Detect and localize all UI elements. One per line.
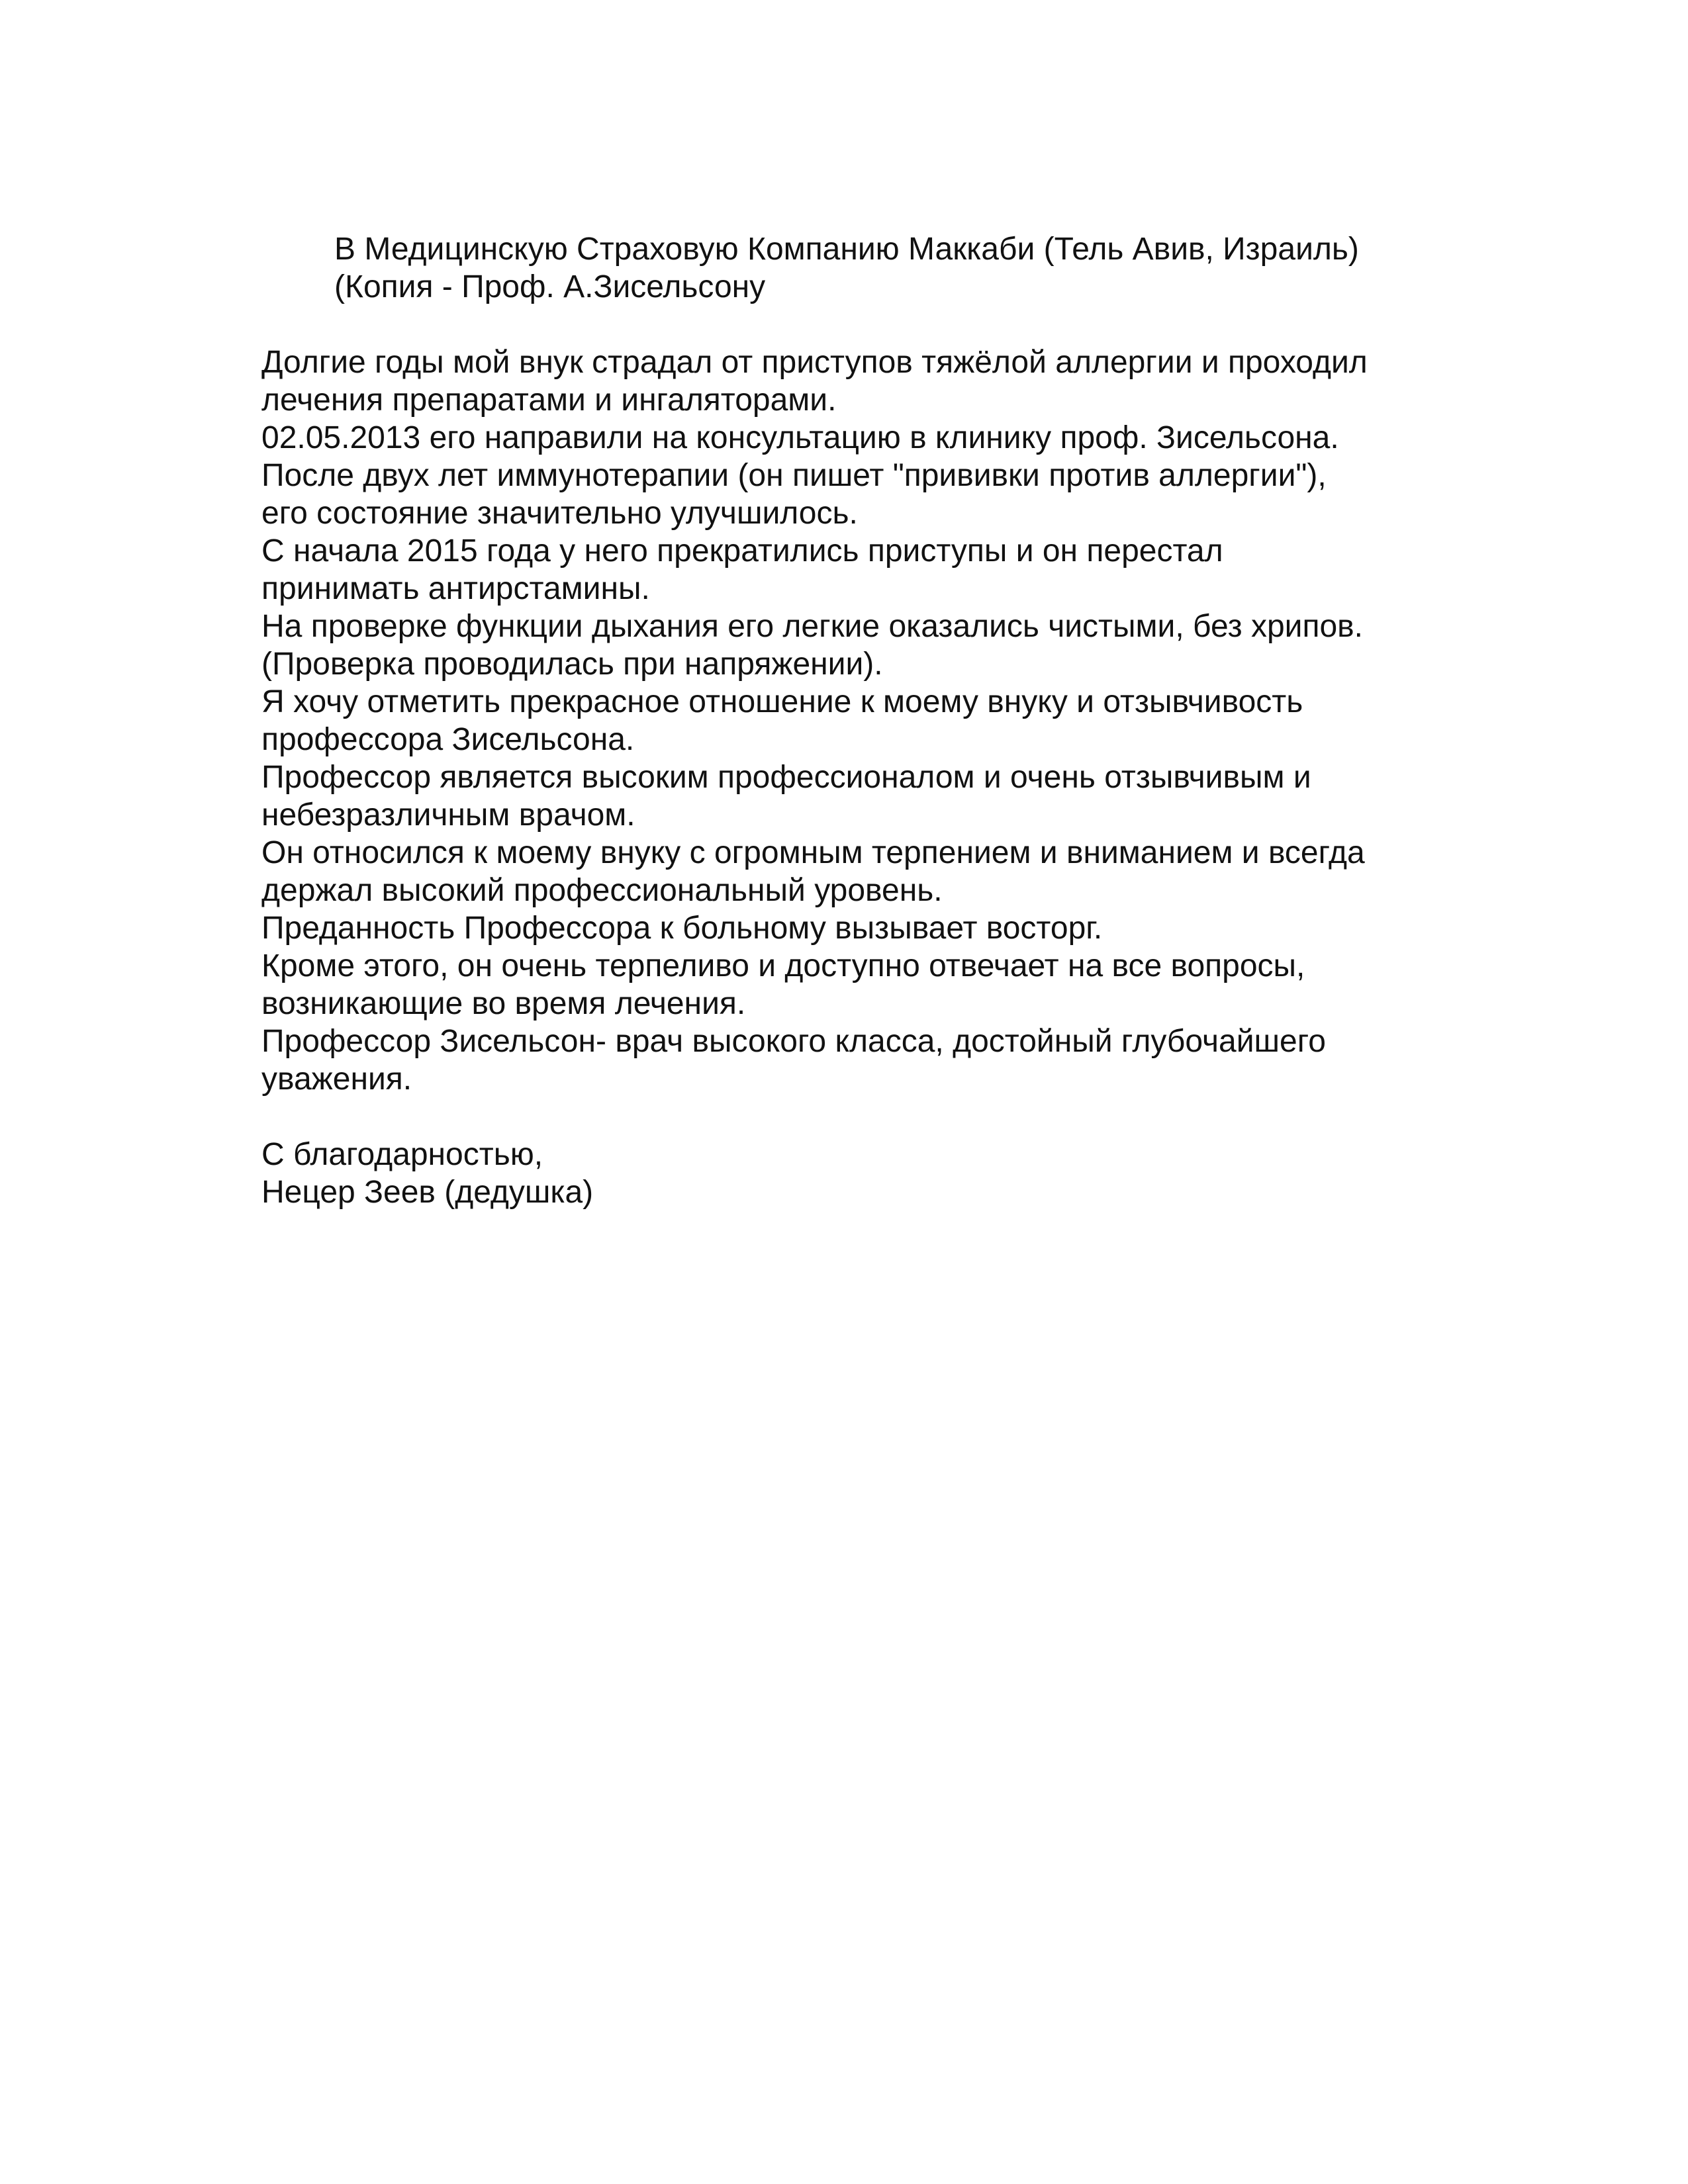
body-line: его состояние значительно улучшилось. xyxy=(261,496,858,531)
body-line: Долгие годы мой внук страдал от приступов тяжёлой аллергии и проходил xyxy=(261,345,1368,380)
body-line: Он относился к моему внуку с огромным терпением и вниманием и всегда xyxy=(261,835,1365,870)
addressee-block xyxy=(334,230,1519,306)
body-line: После двух лет иммунотерапии (он пишет "прививки против аллергии"), xyxy=(261,458,1327,493)
spacer xyxy=(261,306,1519,343)
letter xyxy=(261,230,1519,1211)
body-line: На проверке функции дыхания его легкие оказались чистыми, без хрипов. xyxy=(261,609,1363,644)
body-line: возникающие во время лечения. xyxy=(261,986,746,1021)
body-line: Профессор является высоким профессионалом и очень отзывчивым и xyxy=(261,760,1311,795)
addressee-line: В Медицинскую Страховую Компанию Маккаби (Тель Авив, Израиль) xyxy=(334,232,1359,267)
body-line: Кроме этого, он очень терпеливо и доступно отвечает на все вопросы, xyxy=(261,948,1305,983)
body-line: лечения препаратами и ингаляторами. xyxy=(261,383,837,418)
body-line: держал высокий профессиональный уровень. xyxy=(261,873,943,908)
body-line: уважения. xyxy=(261,1062,412,1097)
body-line: принимать антирстамины. xyxy=(261,571,650,606)
letter-body xyxy=(261,343,1519,1098)
body-line: профессора Зисельсона. xyxy=(261,722,635,757)
body-line: Преданность Профессора к больному вызывает восторг. xyxy=(261,911,1103,946)
body-line: С начала 2015 года у него прекратились приступы и он перестал xyxy=(261,533,1223,569)
closing-salutation: С благодарностью, xyxy=(261,1137,543,1172)
spacer xyxy=(261,1098,1519,1136)
addressee-copy-line: (Копия - Проф. А.Зисельсону xyxy=(334,269,766,304)
signature: Нецер Зеев (дедушка) xyxy=(261,1175,594,1210)
body-line: (Проверка проводилась при напряжении). xyxy=(261,647,883,682)
body-line: 02.05.2013 его направили на консультацию в клинику проф. Зисельсона. xyxy=(261,420,1339,455)
body-line: Я хочу отметить прекрасное отношение к моему внуку и отзывчивость xyxy=(261,684,1303,719)
body-line: небезразличным врачом. xyxy=(261,797,635,833)
closing-block xyxy=(261,1136,1519,1211)
body-line: Профессор Зисельсон- врач высокого класса, достойный глубочайшего xyxy=(261,1024,1326,1059)
